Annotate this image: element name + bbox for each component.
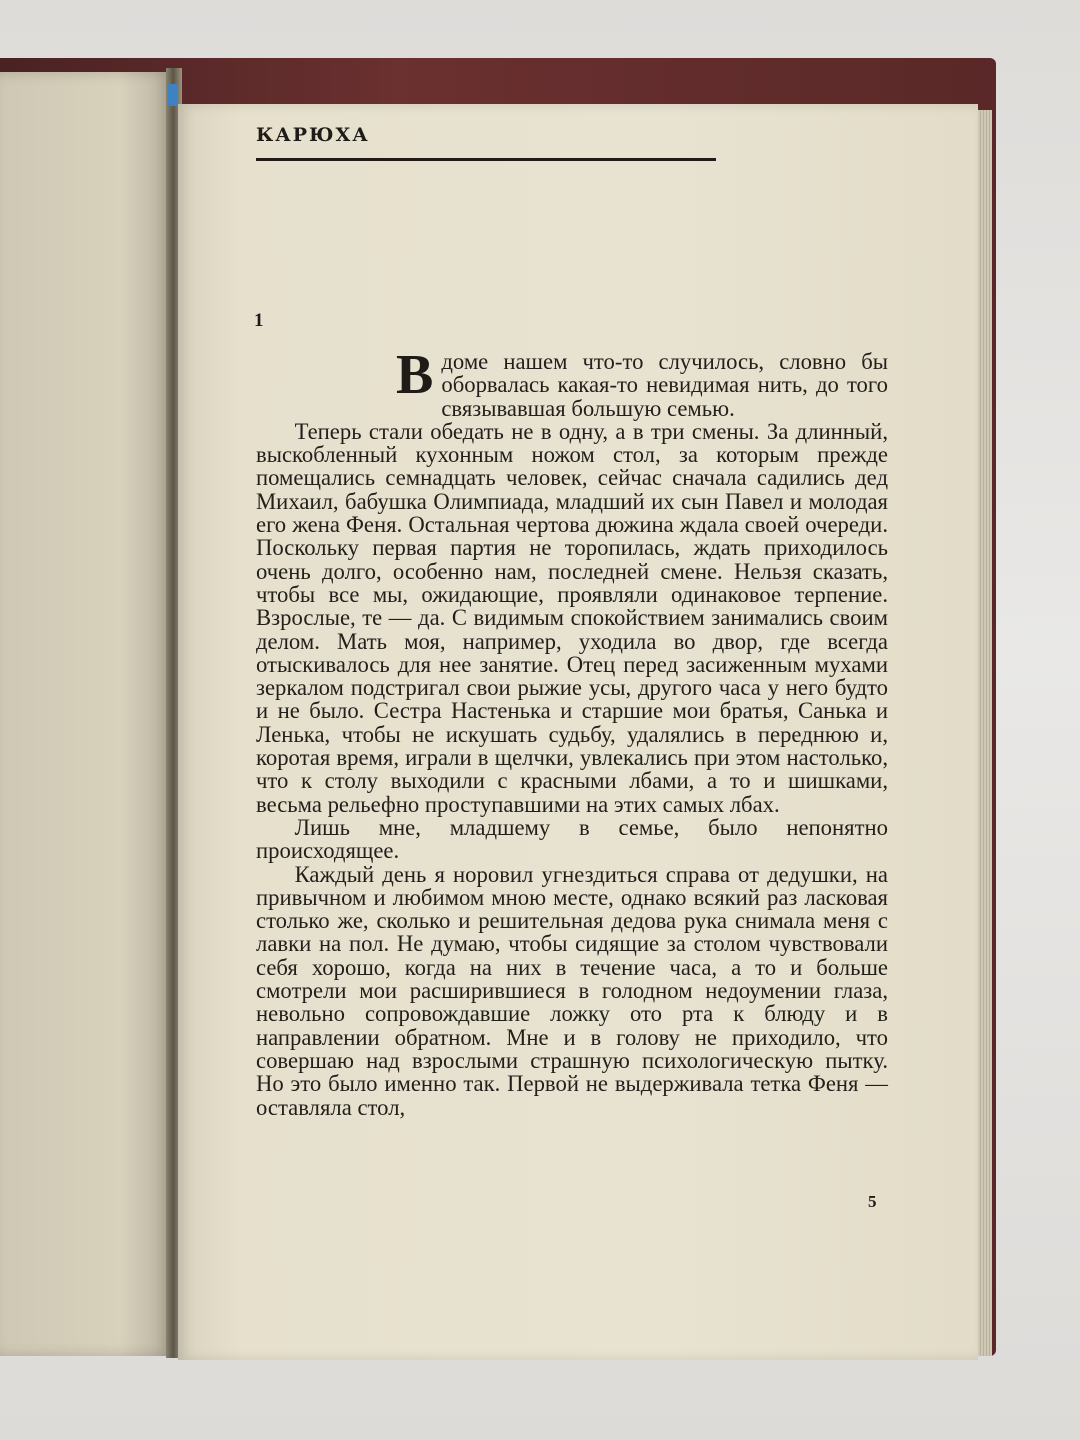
chapter-text [256, 344, 888, 1120]
paragraph-2: Теперь стали обедать не в одну, а в три смены. За длинный, выскобленный кухонным ножом стол, за которым прежде помещались семнадцать человек, сейчас сначала садились дед Михаил, бабушка Олимпиада, младший их сын Павел и молодая его жена Феня. Остальная чертова дюжина ждала своей очереди. Поскольку первая партия не торопилась, ждать приходилось очень долго, особенно нам, последней смене. Нельзя сказать, чтобы все мы, ожидающие, проявляли одинаковое терпение. Взрослые, те — да. С видимым спокойствием занимались своим делом. Мать моя, например, уходила во двор, где всегда отыскивалось для нее занятие. Отец перед засиженным мухами зеркалом подстригал свои рыжие усы, другого часа у него будто и не было. Сестра Настенька и старшие мои братья, Санька и Ленька, чтобы не искушать судьбу, удалялись в переднюю и, коротая время, играли в щелчки, увлекались при этом настолько, что к столу выходили с красными лбами, а то и шишками, весьма рельефно проступавшими на этих самых лбах. [256, 418, 888, 817]
drop-cap: В [396, 344, 434, 406]
paragraph-3: Лишь мне, младшему в семье, было непонятно происходящее. [256, 814, 888, 864]
paragraph-1-text: доме нашем что-то случилось, словно бы оборвалась какая-то невидимая нить, до того связывавшая большую семью. [441, 349, 888, 421]
title-rule [256, 158, 716, 161]
paragraph-4: Каждый день я норовил угнездиться справа от дедушки, на привычном и любимом мною месте, однако всякий раз ласковая столько же, сколько и решительная дедова рука снимала меня с лавки на пол. Не думаю, чтобы сидящие за столом чувствовали себя хорошо, когда на них в течение часа, а то и больше смотрели мои расширившиеся в голодном недоумении глаза, невольно сопровождавшие ложку ото рта к блюду и в направлении обратном. Мне и в голову не приходило, что совершаю над взрослыми страшную психологическую пытку. Но это было именно так. Первой не выдерживала тетка Феня — оставляла стол, [256, 861, 888, 1120]
section-number: 1 [254, 310, 264, 331]
page-number: 5 [868, 1192, 877, 1211]
bookmark-ribbon [168, 84, 178, 106]
page-edges [978, 110, 992, 1356]
left-page [0, 72, 172, 1356]
paragraph-1 [256, 344, 888, 421]
chapter-title: КАРЮХА [256, 124, 370, 146]
